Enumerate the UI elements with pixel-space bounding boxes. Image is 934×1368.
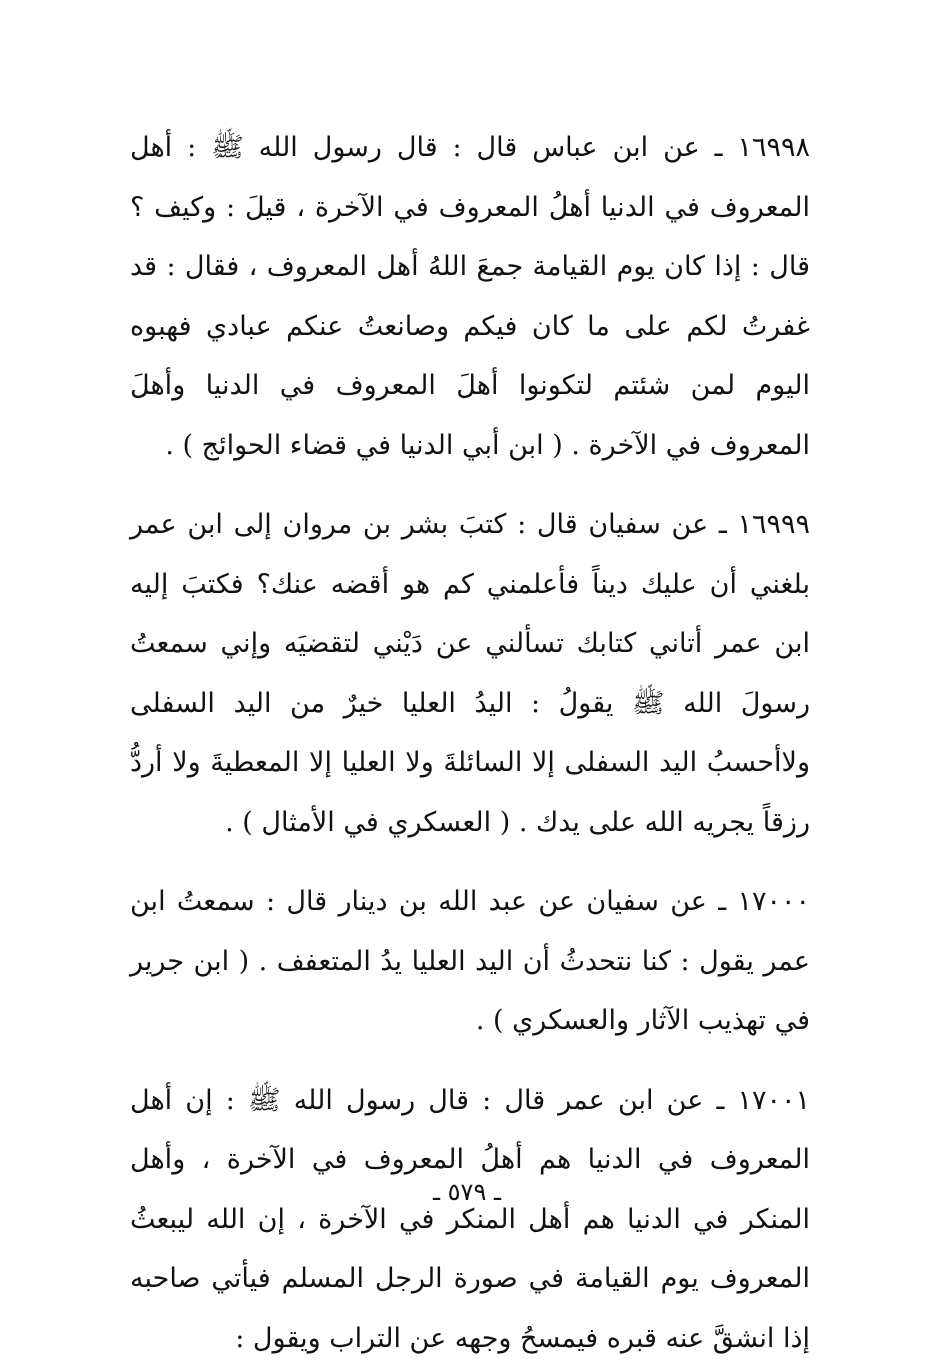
hadith-paragraph-17001: ١٧٠٠١ ـ عن ابن عمر قال : قال رسول الله ﷺ : إن أهل المعروف في الدنيا هم أهلُ المعروف في الآخرة ، وأهل المنكر في الدنيا هم أهل المنكر في الآخرة ، إن الله ليبعثُ المعروف يوم القيامة في صورة الرجل المسلم فيأتي صاحبه إذا انشقَّ عنه قبره فيمسحُ وجهه عن التراب ويقول : xyxy=(130,1071,810,1368)
hadith-paragraph-16998: ١٦٩٩٨ ـ عن ابن عباس قال : قال رسول الله ﷺ : أهل المعروف في الدنيا أهلُ المعروف في الآخرة ، قيلَ : وكيف ؟ قال : إذا كان يوم القيامة جمعَ اللهُ أهل المعروف ، فقال : قد غفرتُ لكم على ما كان فيكم وصانعتُ عنكم عبادي فهبوه اليوم لمن شئتم لتكونوا أهلَ المعروف في الدنيا وأهلَ المعروف في الآخرة . ( ابن أبي الدنيا في قضاء الحوائج ) . xyxy=(130,118,810,475)
hadith-paragraph-16999: ١٦٩٩٩ ـ عن سفيان قال : كتبَ بشر بن مروان إلى ابن عمر بلغني أن عليك ديناً فأعلمني كم هو أقضه عنك؟ فكتبَ إليه ابن عمر أتاني كتابك تسألني عن دَيْني لتقضيَه وإني سمعتُ رسولَ الله ﷺ يقولُ : اليدُ العليا خيرٌ من اليد السفلى ولاأحسبُ اليد السفلى إلا السائلةَ ولا العليا إلا المعطيةَ ولا أردُّ رزقاً يجريه الله على يدك . ( العسكري في الأمثال ) . xyxy=(130,495,810,852)
hadith-paragraph-17000: ١٧٠٠٠ ـ عن سفيان عن عبد الله بن دينار قال : سمعتُ ابن عمر يقول : كنا نتحدثُ أن اليد العليا يدُ المتعفف . ( ابن جرير في تهذيب الآثار والعسكري ) . xyxy=(130,872,810,1051)
page-number: ـ ٥٧٩ ـ xyxy=(0,1178,934,1206)
